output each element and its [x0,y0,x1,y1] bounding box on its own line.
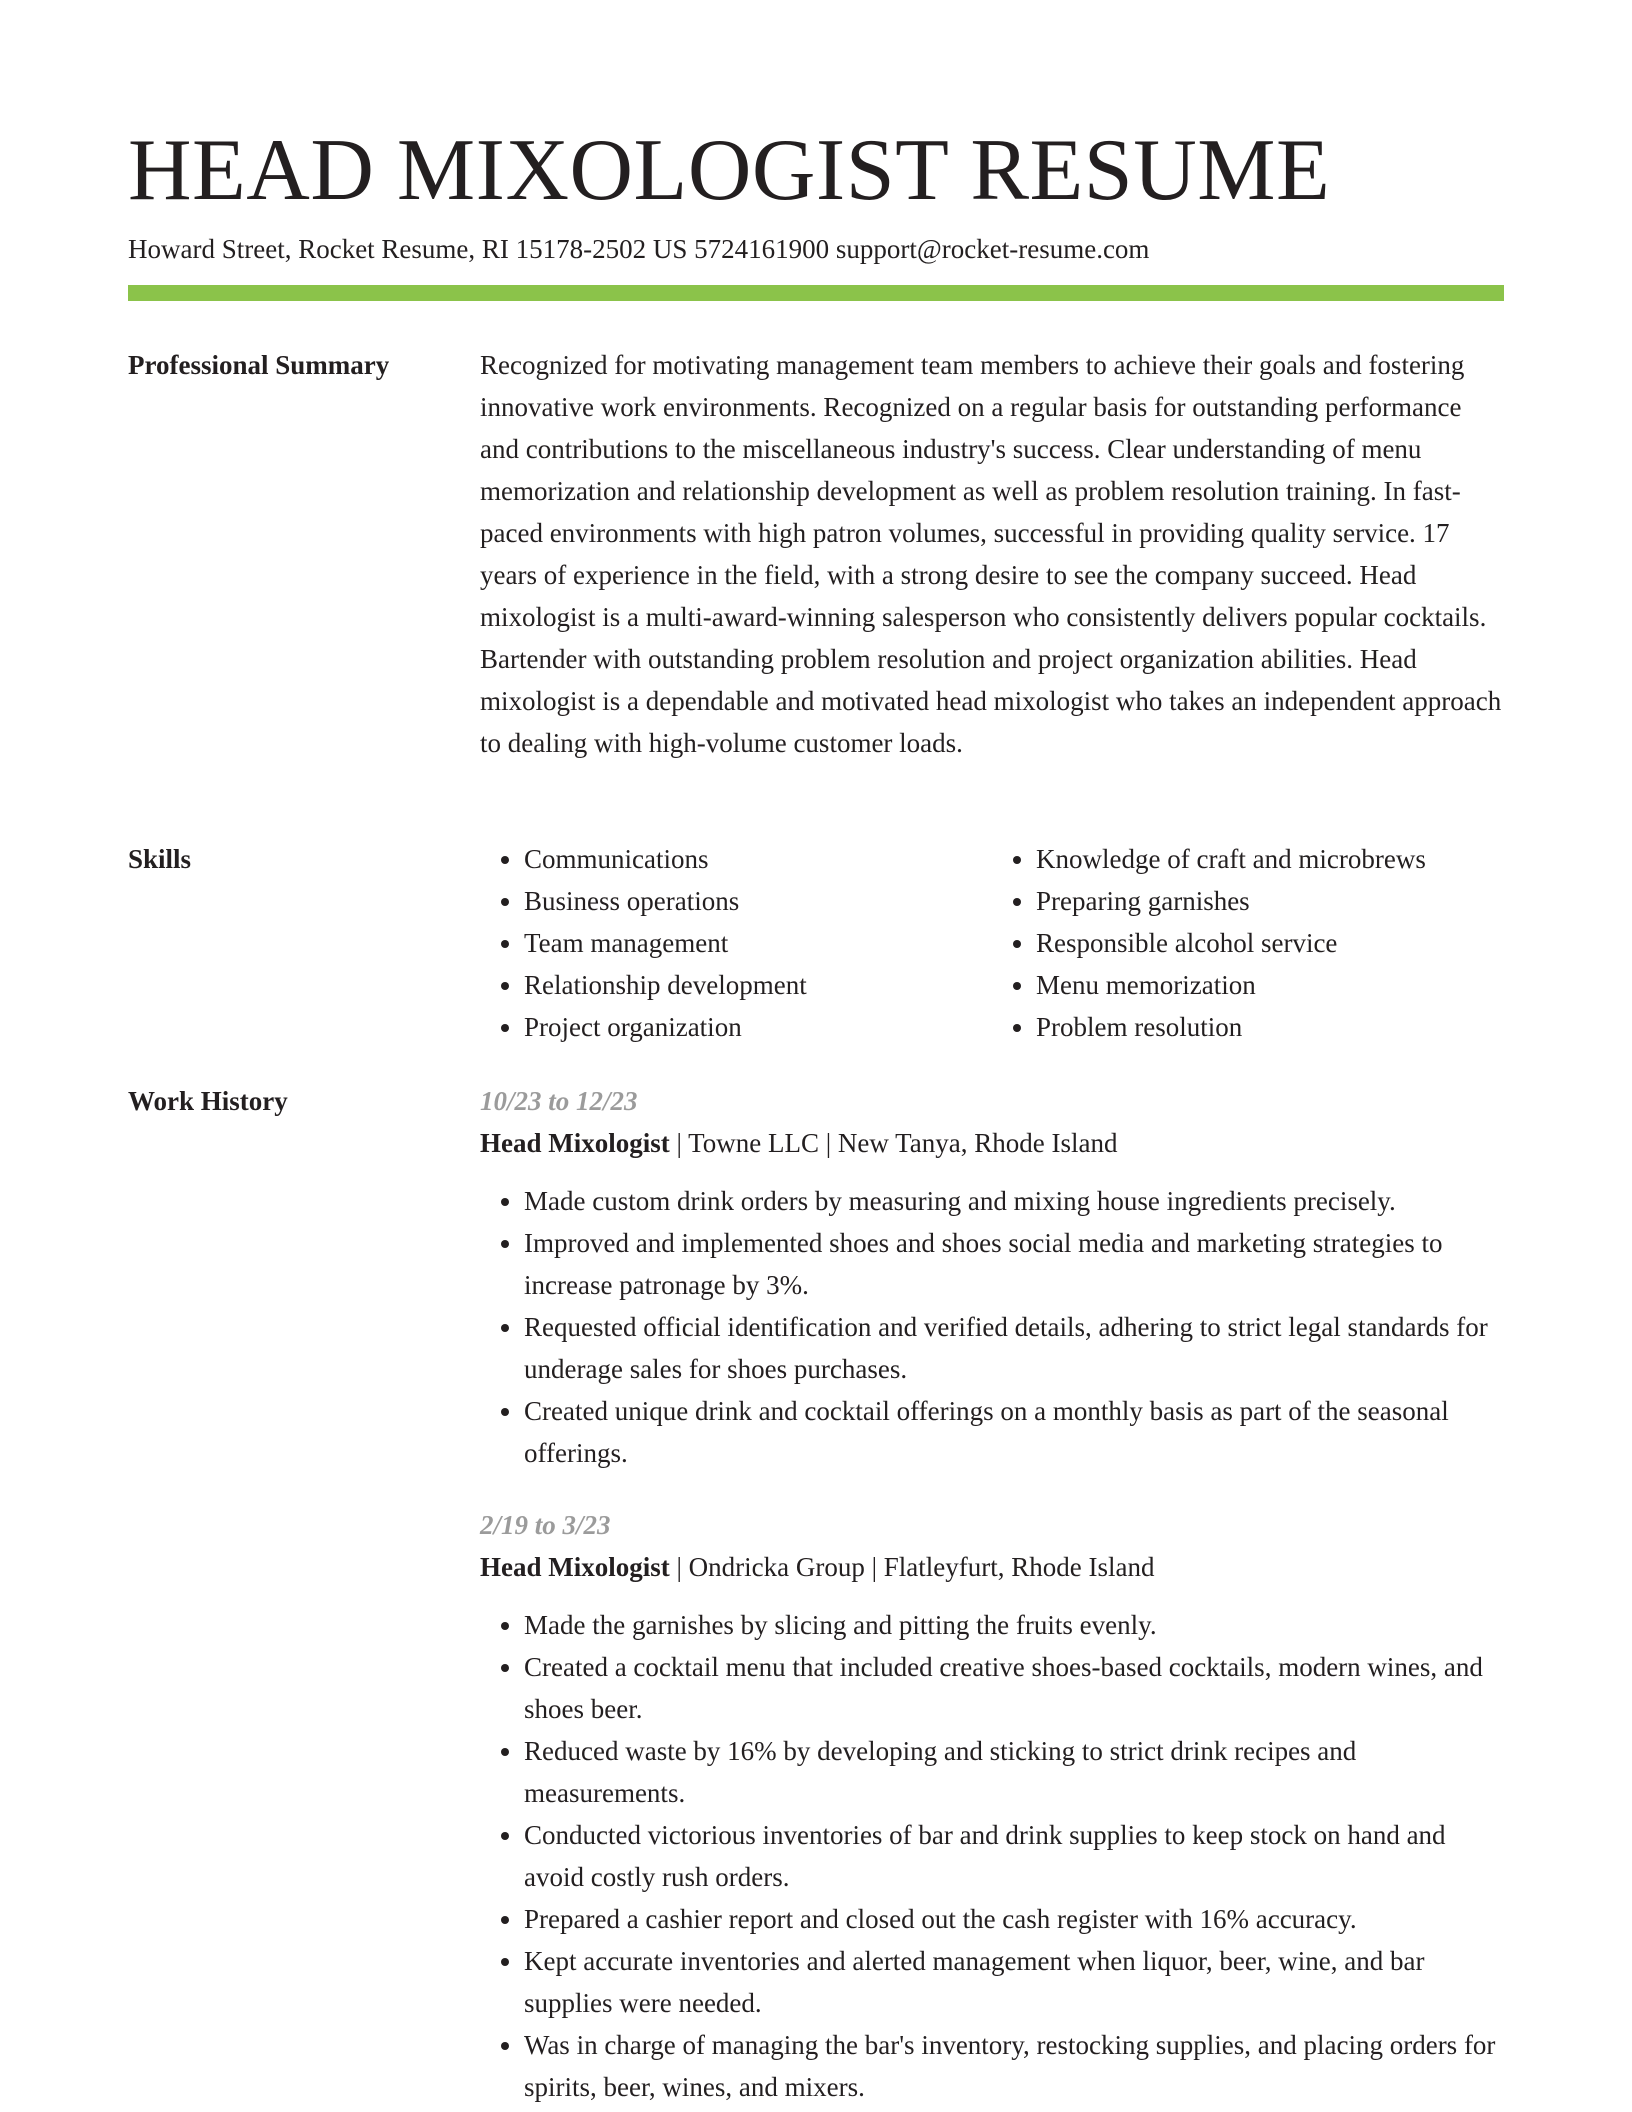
job-details: | Towne LLC | New Tanya, Rhode Island [669,1128,1118,1158]
summary-body [480,344,1504,764]
skill-item: • Business operations [524,880,992,922]
skill-item: • Menu memorization [1036,964,1504,1006]
job-title: Head Mixologist [480,1552,670,1582]
job-bullet: • Requested official identification and verified details, adhering to strict legal standards for underage sales for shoes purchases. [524,1306,1504,1390]
contact-line: Howard Street, Rocket Resume, RI 15178-2502 US 5724161900 support@rocket-resume.com [128,234,1150,264]
skill-item: • Problem resolution [1036,1006,1504,1048]
skill-item: • Responsible alcohol service [1036,922,1504,964]
work-history-body [480,1080,1504,2108]
job-bullet: • Conducted victorious inventories of bar and drink supplies to keep stock on hand and avoid costly rush orders. [524,1814,1504,1898]
accent-divider [128,285,1504,301]
job-bullet: • Was in charge of managing the bar's inventory, restocking supplies, and placing orders for spirits, beer, wines, and mixers. [524,2024,1504,2108]
skills-list-left [480,838,992,1048]
job-bullet: • Prepared a cashier report and closed out the cash register with 16% accuracy. [524,1898,1504,1940]
work-history-heading: Work History [128,1086,288,1116]
skills-heading: Skills [128,844,192,874]
job-dates: 10/23 to 12/23 [480,1086,638,1116]
job-bullet: • Created a cocktail menu that included creative shoes-based cocktails, modern wines, and shoes beer. [524,1646,1504,1730]
skill-item: • Preparing garnishes [1036,880,1504,922]
job-heading [480,1546,1504,1588]
job-bullets [480,1180,1504,1474]
job-bullet: • Kept accurate inventories and alerted management when liquor, beer, wine, and bar supplies were needed. [524,1940,1504,2024]
job-bullets [480,1604,1504,2108]
skill-item: • Communications [524,838,992,880]
skill-item: • Team management [524,922,992,964]
job-entry [480,1504,1504,2108]
job-dates: 2/19 to 3/23 [480,1510,611,1540]
job-entry [480,1080,1504,1474]
job-bullet: • Improved and implemented shoes and shoes social media and marketing strategies to increase patronage by 3%. [524,1222,1504,1306]
job-title: Head Mixologist [480,1128,670,1158]
summary-heading: Professional Summary [128,350,390,380]
job-bullet: • Made custom drink orders by measuring and mixing house ingredients precisely. [524,1180,1504,1222]
job-heading [480,1122,1504,1164]
summary-text: Recognized for motivating management team members to achieve their goals and fostering innovative work environments. Recognized on a regular basis for outstanding performance and contributions to the miscellaneous industry's success. Clear understanding of menu memorization and relationship development as well as problem resolution training. In fast-paced environments with high patron volumes, successful in providing quality service. 17 years of experience in the field, with a strong desire to see the company succeed. Head mixologist is a multi-award-winning salesperson who consistently delivers popular cocktails. Bartender with outstanding problem resolution and project organization abilities. Head mixologist is a dependable and motivated head mixologist who takes an independent approach to dealing with high-volume customer loads. [480,350,1502,758]
resume-title: HEAD MIXOLOGIST RESUME [128,122,1331,219]
skill-item: • Project organization [524,1006,992,1048]
job-bullet: • Created unique drink and cocktail offerings on a monthly basis as part of the seasonal offerings. [524,1390,1504,1474]
job-details: | Ondricka Group | Flatleyfurt, Rhode Island [669,1552,1155,1582]
skill-item: • Relationship development [524,964,992,1006]
job-bullet: • Reduced waste by 16% by developing and sticking to strict drink recipes and measurements. [524,1730,1504,1814]
skills-list-right [992,838,1504,1048]
job-bullet: • Made the garnishes by slicing and pitting the fruits evenly. [524,1604,1504,1646]
skills-body [480,838,1504,1048]
skill-item: • Knowledge of craft and microbrews [1036,838,1504,880]
